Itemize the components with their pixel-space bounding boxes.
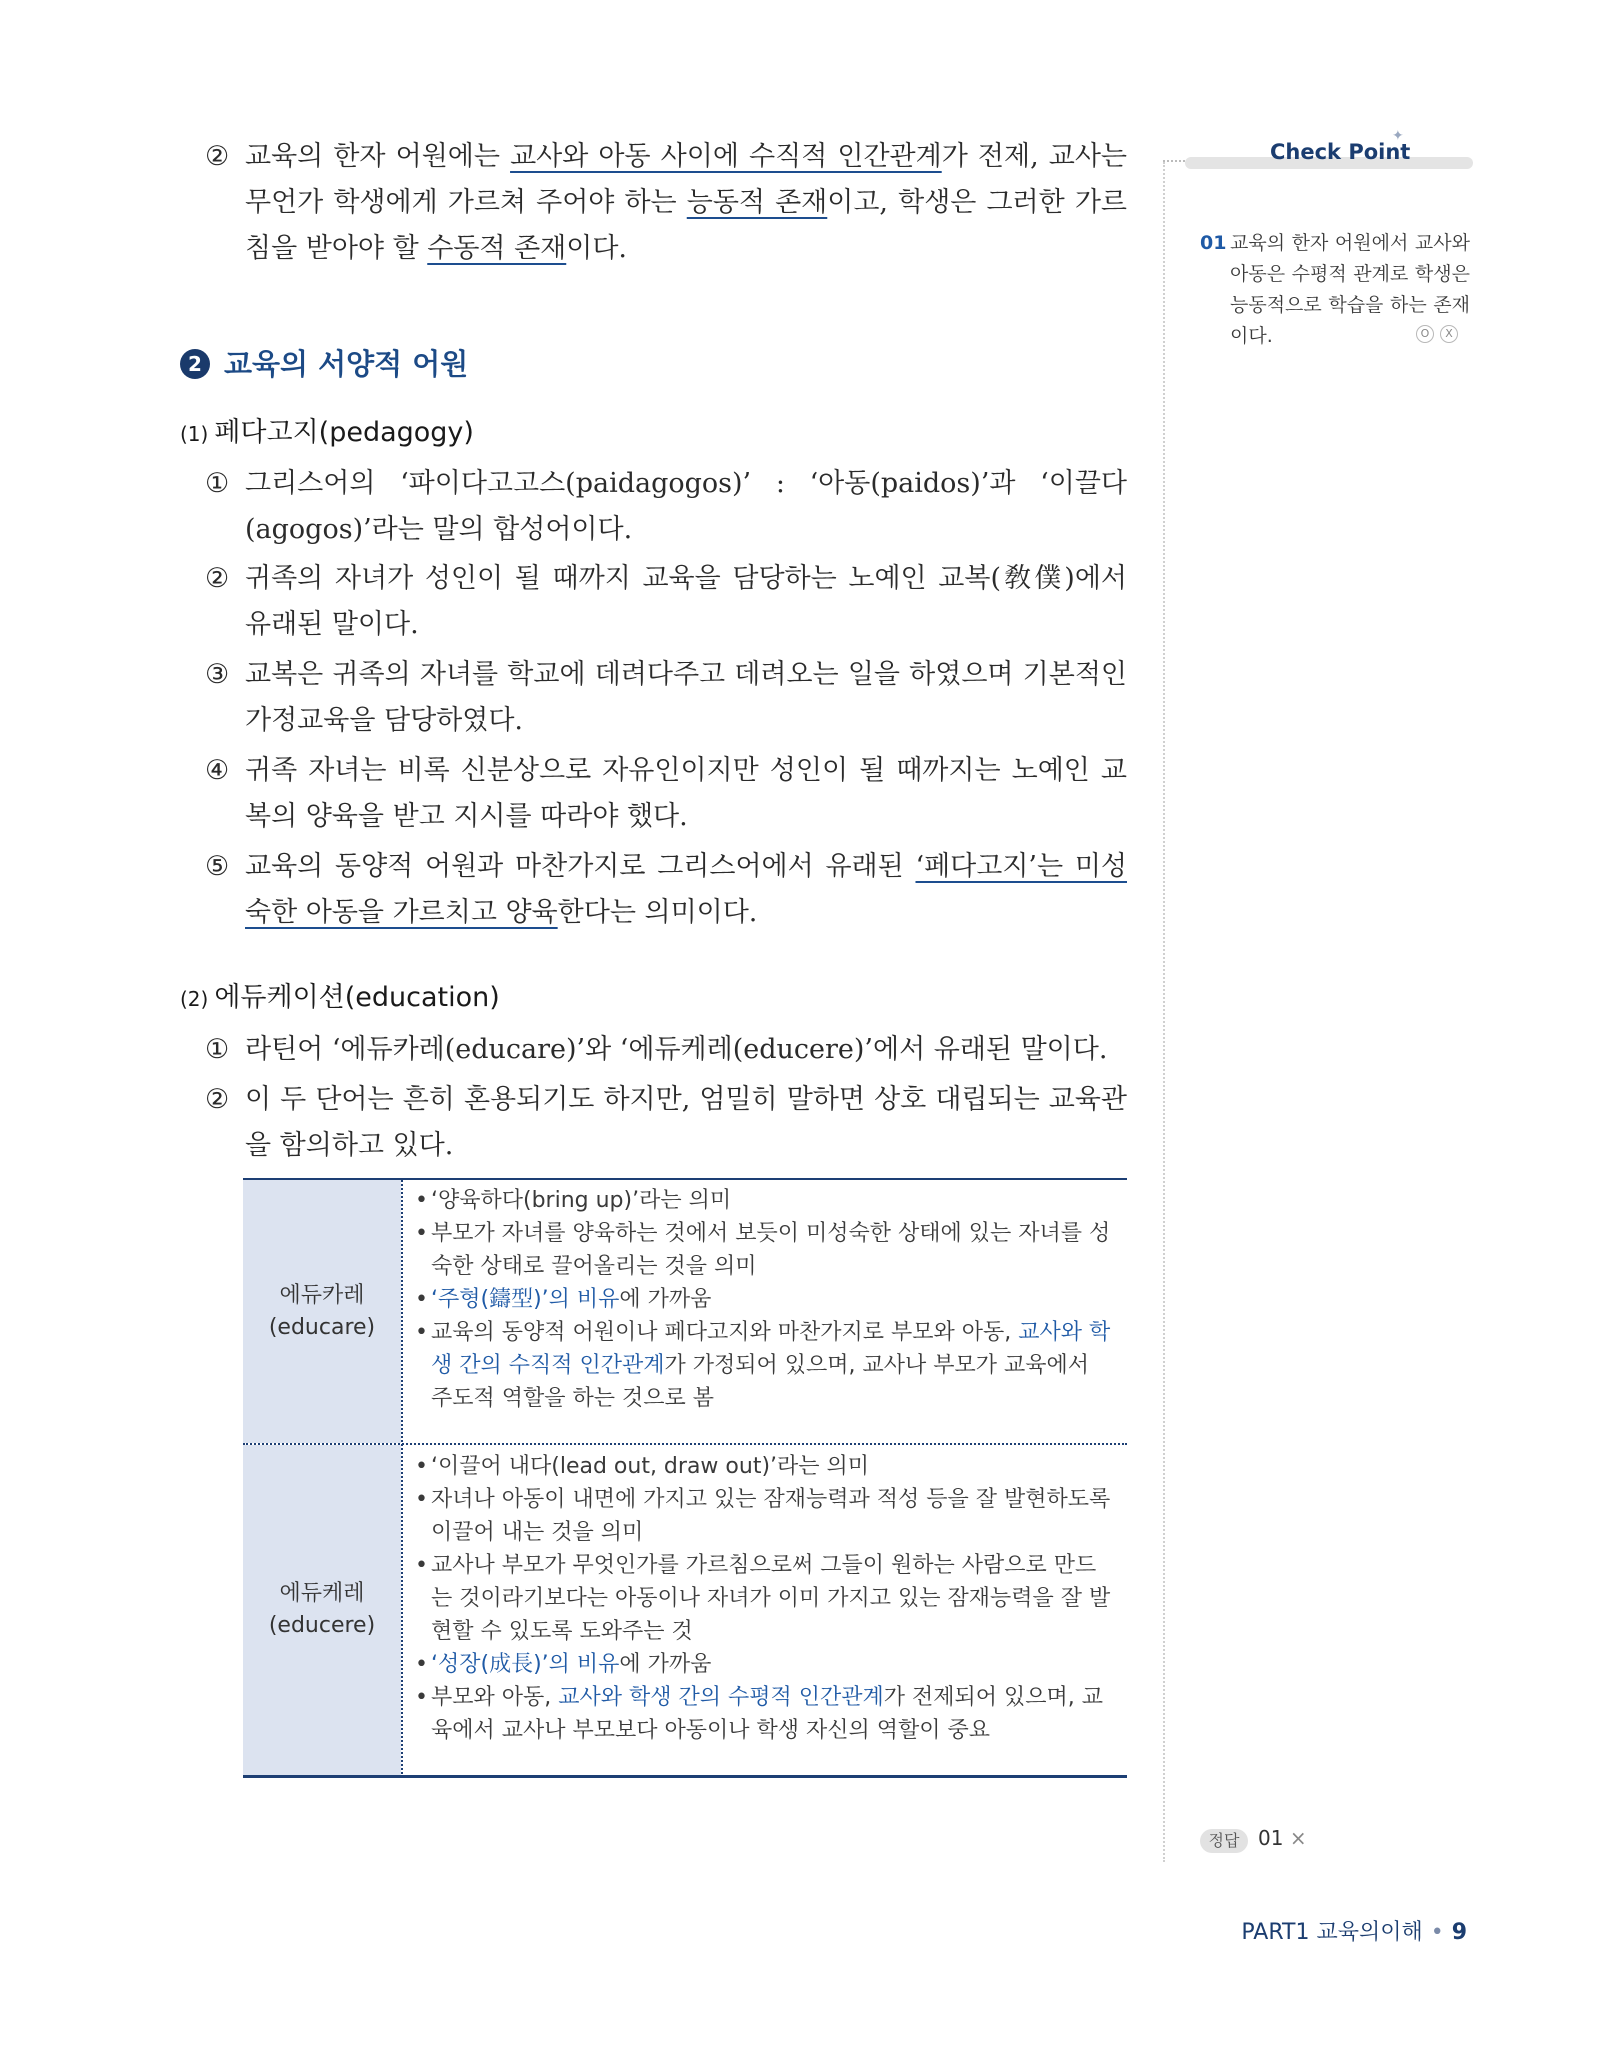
check-point-title: Check Point	[1270, 140, 1411, 164]
bullet-item: • 교육의 동양적 어원이나 페다고지와 마찬가지로 부모와 아동, 교사와 학생 간의 수직적 인간관계가 가정되어 있으며, 교사나 부모가 교육에서 주도적 역할을 하는 것으로 봄	[415, 1316, 1115, 1415]
item-text: 교육의 한자 어원에는 교사와 아동 사이에 수직적 인간관계가 전제, 교사는 무언가 학생에게 가르쳐 주어야 하는 능동적 존재이고, 학생은 그러한 가르침을 받아야 할 수동적 존재이다.	[245, 141, 1127, 264]
table-cell-educere	[415, 1450, 1115, 1747]
answer-key	[1258, 1826, 1307, 1850]
subsection-title-pedagogy	[180, 410, 474, 449]
education-item-1: ① 라틴어 ‘에듀카레(educare)’와 ‘에듀케레(educere)’에서 유래된 말이다.	[205, 1034, 1108, 1065]
bullet-item: • ‘이끌어 내다(lead out, draw out)’라는 의미	[415, 1450, 1115, 1483]
table-header-educere: 에듀케레 (educere)	[243, 1445, 401, 1775]
subsection-heading: 페다고지(pedagogy)	[214, 417, 474, 448]
underlined-phrase: 교사와 아동 사이에 수직적 인간관계	[510, 141, 942, 172]
educare-educere-table	[243, 1178, 1127, 1778]
subsection-number: (1)	[180, 422, 209, 446]
bullet-item: • 교사나 부모가 무엇인가를 가르침으로써 그들이 원하는 사람으로 만드는 것이라기보다는 아동이나 자녀가 이미 가지고 있는 잠재능력을 잘 발현할 수 있도록 도와주는 것	[415, 1549, 1115, 1648]
underlined-phrase: ‘페다고지’는 미성숙한 아동을 가르치고 양육	[245, 851, 1127, 928]
footer-separator: •	[1430, 1920, 1444, 1945]
table-bottom-rule	[243, 1775, 1127, 1778]
underlined-phrase: 능동적 존재	[686, 187, 828, 218]
bullet-item: • 부모와 아동, 교사와 학생 간의 수평적 인간관계가 전제되어 있으며, 교육에서 교사나 부모보다 아동이나 학생 자신의 역할이 중요	[415, 1681, 1115, 1747]
underlined-phrase: 수동적 존재	[427, 233, 567, 264]
subsection-heading: 에듀케이션(education)	[214, 982, 500, 1013]
subsection-number: (2)	[180, 987, 209, 1011]
table-row-divider	[243, 1443, 1127, 1445]
page-number: 9	[1451, 1920, 1467, 1945]
o-choice-icon[interactable]: O	[1416, 325, 1434, 343]
answer-value: ×	[1289, 1826, 1307, 1850]
table-cell-educare	[415, 1184, 1115, 1415]
pedagogy-item-1: ① 그리스어의 ‘파이다고고스(paidagogos)’ : ‘아동(paidos)’과 ‘이끌다(agogos)’라는 말의 합성어이다.	[205, 468, 1127, 545]
section-number-badge: 2	[180, 349, 210, 379]
table-header-educare: 에듀카레 (educare)	[243, 1180, 401, 1443]
answer-label-badge: 정답	[1200, 1829, 1248, 1853]
bullet-item: • ‘주형(鑄型)’의 비유에 가까움	[415, 1283, 1115, 1316]
education-item-2: ② 이 두 단어는 흔히 혼용되기도 하지만, 엄밀히 말하면 상호 대립되는 교육관을 함의하고 있다.	[205, 1084, 1127, 1161]
answer-number: 01	[1258, 1826, 1284, 1850]
bullet-item: • 부모가 자녀를 양육하는 것에서 보듯이 미성숙한 상태에 있는 자녀를 성숙한 상태로 끌어올리는 것을 의미	[415, 1217, 1115, 1283]
question-text: 교육의 한자 어원에서 교사와 아동은 수평적 관계로 학생은 능동적으로 학습을 하는 존재이다.	[1230, 232, 1470, 347]
question-number: 01	[1200, 232, 1227, 254]
table-column-divider	[401, 1180, 403, 1774]
check-point-dots	[1163, 160, 1185, 162]
pedagogy-item-5: ⑤ 교육의 동양적 어원과 마찬가지로 그리스어에서 유래된 ‘페다고지’는 미성숙한 아동을 가르치고 양육한다는 의미이다.	[205, 851, 1127, 928]
x-choice-icon[interactable]: X	[1440, 325, 1458, 343]
section-title: 교육의 서양적 어원	[224, 347, 469, 381]
bullet-item: • ‘성장(成長)’의 비유에 가까움	[415, 1648, 1115, 1681]
pedagogy-item-3: ③ 교복은 귀족의 자녀를 학교에 데려다주고 데려오는 일을 하였으며 기본적인 가정교육을 담당하였다.	[205, 659, 1127, 736]
sidebar-divider	[1163, 162, 1165, 1862]
hanja-origin-item-2	[205, 134, 1127, 272]
bullet-item: • 자녀나 아동이 내면에 가지고 있는 잠재능력과 적성 등을 잘 발현하도록 이끌어 내는 것을 의미	[415, 1483, 1115, 1549]
item-number: ②	[205, 141, 230, 172]
bullet-item: • ‘양육하다(bring up)’라는 의미	[415, 1184, 1115, 1217]
sparkle-icon: ✦	[1392, 128, 1404, 144]
pedagogy-item-2: ② 귀족의 자녀가 성인이 될 때까지 교육을 담당하는 노예인 교복(敎僕)에서 유래된 말이다.	[205, 563, 1127, 640]
footer-chapter: 교육의이해	[1316, 1920, 1423, 1945]
pedagogy-item-4: ④ 귀족 자녀는 비록 신분상으로 자유인이지만 성인이 될 때까지는 노예인 교복의 양육을 받고 지시를 따라야 했다.	[205, 755, 1127, 832]
page-footer	[1241, 1915, 1467, 1946]
footer-part: PART1	[1241, 1920, 1310, 1945]
subsection-title-education	[180, 975, 500, 1014]
